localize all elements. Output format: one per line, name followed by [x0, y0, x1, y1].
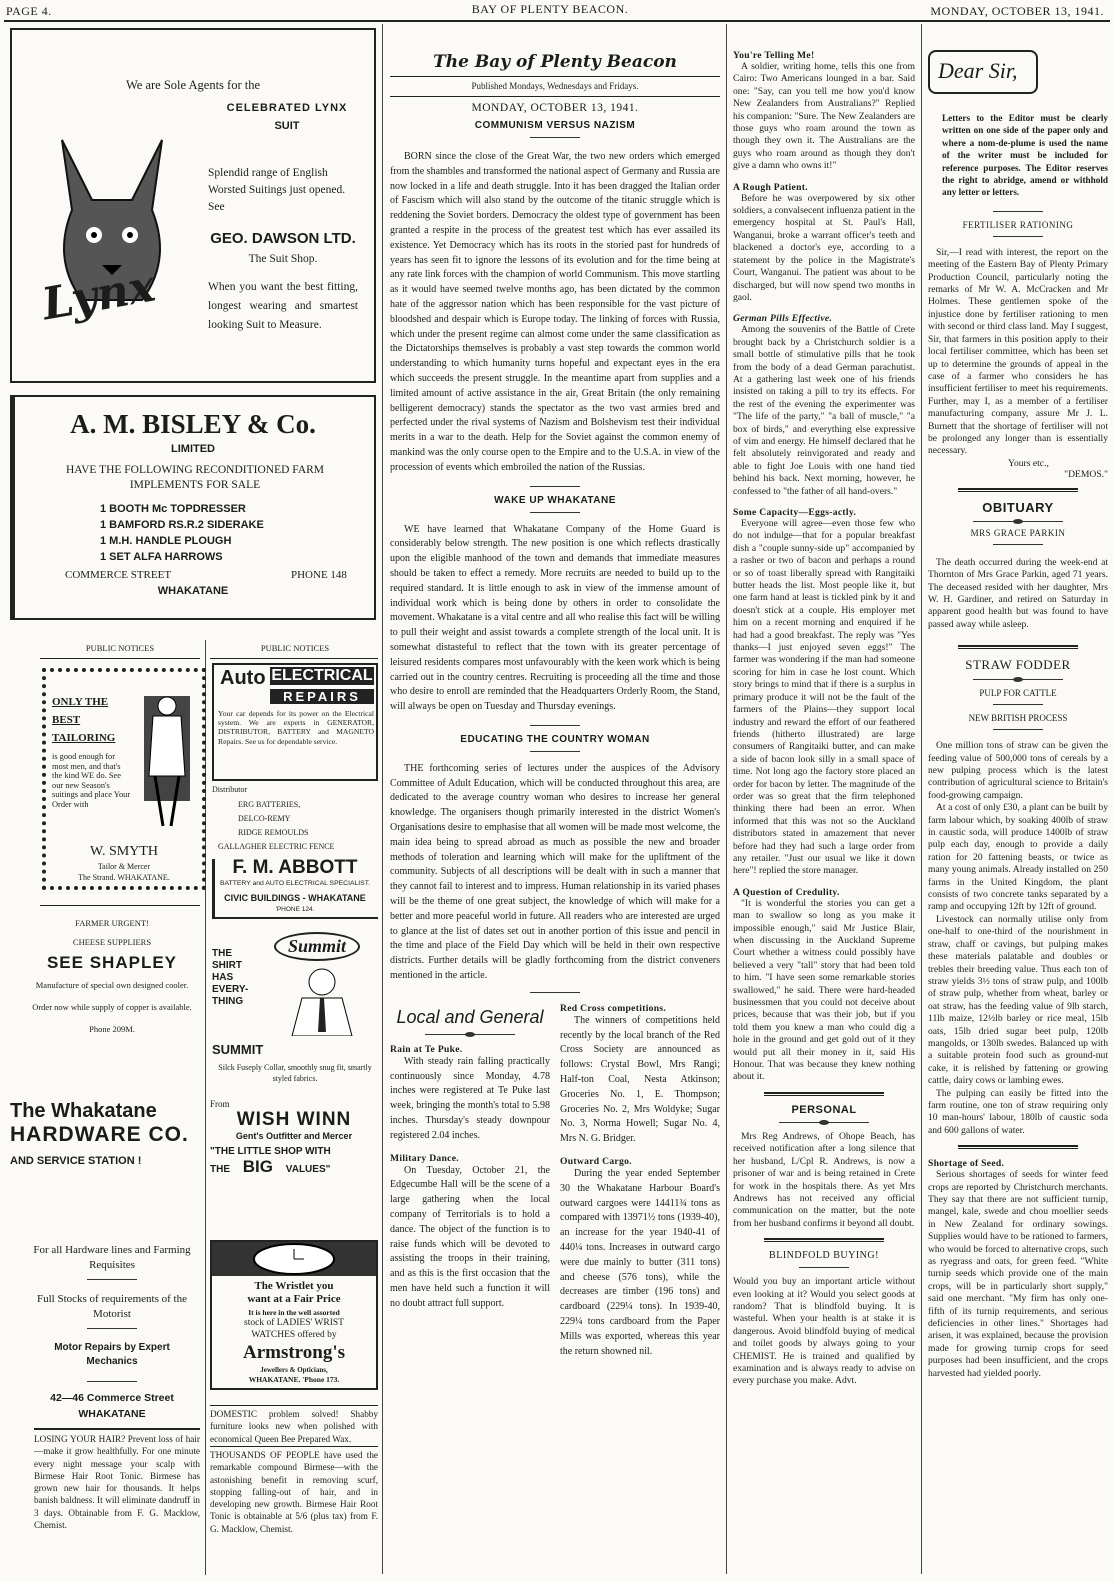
man-in-shirt-illustration	[282, 966, 362, 1036]
ad-heading: REPAIRS	[270, 689, 374, 704]
lynx-logo: Lynx	[38, 260, 159, 331]
ad-company: F. M. ABBOTT	[232, 857, 358, 878]
section-label: PUBLIC NOTICES	[260, 643, 330, 653]
letters-policy: Letters to the Editor must be clearly written on one side of the paper only and where a nom-de-plume is used the name of the writer must be included for reference purposes. The Editor reserves the right to abridge, amend or withhold any letter or letters.	[942, 113, 1108, 198]
ad-lynx	[10, 28, 376, 383]
list-item: ERG BATTERIES,	[238, 800, 301, 809]
news-column-3	[733, 50, 915, 1388]
ad-heading: Auto	[220, 667, 266, 689]
list-item: DELCO-REMY	[238, 814, 291, 823]
article-body	[928, 247, 1108, 458]
running-date: MONDAY, OCTOBER 13, 1941.	[930, 4, 1104, 18]
ad-text: WHAKATANE. 'Phone 173.	[248, 1375, 340, 1384]
paragraph: At a cost of only £30, a plant can be built by farm labour which, by soaking 400lb of straw in caustic soda, will produce 1400lb of straw pulp each day, enough to provide a daily ration for 20 fattening beasts, or twice as many young animals. Already installed on 250 farms in the United Kingdom, the plant consists of two concrete tanks separated by a ramp and occupying 12ft by 12ft of ground.	[928, 802, 1108, 913]
paragraph: The pulping can easily be fitted into the farm routine, one ton of straw requiring only 10 man-hours' labour, 180lb of caustic soda and 600 gallons of water.	[928, 1087, 1108, 1136]
ad-text: For all Hardware lines and Farming Requisites	[33, 1244, 191, 1271]
paragraph: "It is wonderful the stories you can get a man to swallow so long as you make it impossible enough," said Mr Justice Blair, when discussing in the Auckland Supreme Court whether a witness could possibly have believed a very "tall" story that had been told to him. "I have seen some remarkable stories swallowed," he said. There were hard-headed businessmen that you could not deceive about prices, because that was their job, but if you told them you knew a man who could dig a hole in the ground and get gold out of it they would put all their money in it, said His Honour. That was because they knew nothing about it.	[733, 897, 915, 1083]
masthead-title: The Bay of Plenty Beacon	[433, 52, 677, 72]
section-title: STRAW FODDER	[965, 657, 1071, 673]
item-heading: Red Cross competitions.	[560, 1002, 667, 1014]
ad-text: HAVE THE FOLLOWING RECONDITIONED FARM IMPLEMENTS FOR SALE	[65, 464, 325, 491]
ad-text: is good enough for most men, and that's the kind WE do. See our new Season's suitings and place Your Order with	[52, 752, 131, 809]
ad-hair-tonic: LOSING YOUR HAIR? Prevent loss of hair—make it grow healthfully. For one minute every night message your scalp with Birmese Hair Root Tonic. Birmese has grown new hair for thousands. It helps banish baldness. It will eliminate dandruff in 3 days. Obtainable from F. G. Macklow, Chemist.	[34, 1434, 200, 1531]
item-heading: German Pills Effective.	[733, 313, 833, 325]
ad-slogan: BIG	[242, 1157, 274, 1176]
page-number: PAGE 4.	[6, 4, 52, 18]
editorial-column	[390, 52, 720, 1359]
article-body	[928, 740, 1108, 1137]
ad-company: SUMMIT	[212, 1042, 264, 1057]
ad-heading: HAS	[212, 972, 234, 983]
paragraph: Livestock can normally utilise only from one-half to one-third of the nourishment in straw, chaff or cavings, but pulping makes these materials palatable and doubles or trebles their breeding value. Thus each ton of straw yields 3½ tons of straw pulp, and 100lb of straw pulp, whether from wheat, barley or oat straw, has the feeding value of 9lb starch, 11lb maize, 12½lb barley or rice meal, 15lb oats, 15lb dried sugar beet pulp, 120lb mangolds, or 130lb swedes. Balanced up with a suitable protein food such as ground-nut cake, it is relished by fattening or growing cattle, dairy cows or lambing ewes.	[928, 913, 1108, 1087]
paragraph: On Tuesday, October 21, the Edgecumbe Hall will be the scene of a large gathering when the local company of Territorials is to hold a dance. The object of the function is to raise funds which will be devoted to assisting the troops in their training, and as this is the first occasion that the men have held such a function it will no doubt attract full support.	[390, 1164, 550, 1309]
paragraph: One million tons of straw can be given the feeding value of 500,000 tons of cereals by a new pulping process which is the latest contribution of agricultural science to Britain's food-growing campaign.	[928, 740, 1108, 801]
list-item: 1 SET ALFA HARROWS	[100, 551, 223, 563]
ad-text: Tailor & Mercer	[97, 862, 151, 871]
paragraph: WE have learned that Whakatane Company of the Home Guard is considerably below strength. The new position is one which reflects drastically upon the eligible manhood of the town and demands that immediate measures should be taken to effect a remedy. More recruits are needed to build up to the required standard. It is little enough to ask in view of the immense amount of individual work which is being done by others in order to consolidate the movement. Whakatane is a vital centre and all who realise this fact will be willing to pull their weight and assist towards a complete strength of the local unit. It is somewhat distasteful to reflect that the town with its greater percentage of leisured residents compares most unfavourably with the keen work which is being carried out in the country centres. Recruiting is proceeding all the time and those who desire to enroll are reminded that the Headquarters Orderly Room, the Stand, will always be open on Tuesday and Thursday evenings.	[390, 523, 720, 713]
ad-text: We are Sole Agents for the	[125, 78, 261, 92]
ad-text: BATTERY and AUTO ELECTRICAL SPECIALIST.	[220, 880, 370, 887]
ad-heading: BEST	[52, 714, 81, 726]
paragraph: Everyone will agree—even those few who do not indulge—that for a popular breakfast dish a "couple sunny-side up" accompanied by a rasher or two of bacon and perhaps a round or so of toast liberally spread with Rangitaiki butter heads the list. Most people like it, but one farm hand at least is tickled pink by it and doesn't stick at a couple. His employer met him on a recent morning and enquired if he had had a good breakfast. The reply was "Yes thanks—I just enjoyed seven eggs!" The farmer was wondering if the man had someone scoring for him in case he lost count. Which story brings to mind that if there is a surplus in primary produce it will not be the fault of the farmers of the Plains—they support local industry and reward the effort of our feathered friends (hitherto illustrated) are large consumers of Rangitaiki butter, and can make a side of bacon look silly in a small space of time. Not long ago the factory store placed an order for bacon by letter. The magnitude of the order was so great that the firm telephoned thinking there had been an error. When informed that this was not so the Auckland distributors stated in amazement that never before had they had such a large order from any retailer. "Just our usual we like it down here"! replied the store manager.	[733, 518, 915, 877]
wristwatch-illustration	[212, 1242, 376, 1276]
list-item: 1 BAMFORD RS.R.2 SIDERAKE	[100, 519, 264, 531]
ad-slogan: "THE LITTLE SHOP WITH	[210, 1146, 331, 1157]
section-subtitle: NEW BRITISH PROCESS	[968, 713, 1068, 724]
ad-company: A. M. BISLEY & Co.	[70, 409, 316, 439]
article-body	[733, 1276, 915, 1388]
ad-text: From	[210, 1099, 230, 1109]
item-heading: Shortage of Seed.	[928, 1158, 1005, 1170]
masthead-publication-days: Published Mondays, Wednesdays and Fridays.	[471, 81, 639, 91]
ad-company: GEO. DAWSON LTD.	[210, 230, 356, 247]
section-subtitle: MRS GRACE PARKIN	[970, 527, 1066, 538]
ad-text: Motor Repairs by Expert Mechanics	[54, 1342, 170, 1367]
list-item: 1 M.H. HANDLE PLOUGH	[100, 535, 232, 547]
ad-text: Full Stocks of requirements of the Motorist	[36, 1293, 187, 1320]
paragraph: Would you buy an important article without even looking at it? Would you select goods at random? That is blindfold buying. It is wasteful. When your health is at stake it is dangerous. Avoid blindfold buying of medical and toilet goods by always going to your CHEMIST. He is trained and qualified by examination and is always ready to advise on every purchase you make. Advt.	[733, 1276, 915, 1387]
local-and-general-right	[560, 1003, 720, 1360]
ad-text: The Strand. WHAKATANE.	[78, 873, 170, 882]
ad-text: Splendid range of English Worsted Suitings just opened. See	[208, 167, 346, 213]
section-title: BLINDFOLD BUYING!	[769, 1250, 879, 1262]
ad-company: The Whakatane	[10, 1100, 157, 1122]
paragraph: Sir,—I read with interest, the report on the meeting of the Eastern Bay of Plenty Primary Production Council, particularly noting the remarks of Mr W. A. McCracken and Mr Holmes. These gentlemen spoke of the injustice done by fertiliser rationing to men with second or third class land. May I suggest, Sir, that farmers in this position apply to their local fertiliser committee, which has been set up to determine the grounds of appeal in the case of a farmer who considers he has insufficient fertiliser to meet his requirements. Further, may I, as a member of a fertiliser manufacturing company, assure Mr J. L. Burnett that the shortage of fertiliser will not be prolonged any longer than is essentially necessary.	[928, 246, 1108, 457]
ad-auto-electrical	[212, 663, 378, 921]
ad-birmese: THOUSANDS OF PEOPLE have used the remarkable compound Birmese—with the astonishing benefit in removing scurf, stopping falling-out of hair, and in developing new growth. Birmese Hair Root Tonic is obtainable at 5/6 (plus tax) from F. G. Macklow, Chemist.	[210, 1450, 378, 1534]
news-column-4	[928, 50, 1108, 1380]
ad-text: FARMER URGENT!	[75, 918, 149, 928]
implement-list	[100, 501, 264, 565]
article-body	[928, 557, 1108, 631]
article-title: COMMUNISM VERSUS NAZISM	[474, 120, 636, 131]
ad-text: The Suit Shop.	[248, 253, 318, 265]
paragraph: BORN since the close of the Great War, the two new orders which emerged from the shambles and transformed the national aspect of Germany and Russia are now locked in a life and death struggle. Into it has been dragged the Italian order of Fascism which will also stand by the outcome of the titanic struggle which is reddening the Soviet borders. Democracy the oldest type of government has been granted a respite in the process of the greatest test which has ever assailed its existence. Yet Democracy which has its roots in the storied past for hundreds of years has seen fit to ignore the lessons of its evolution and for the time being at any rate link forces with the champion of world Communism. This move startling as it would have seemed twelve months ago, has been dictated by the common hate of the aggressor nation which has been responsible for the vast picture of bloodshed and despair which is Europe today. The linking of forces with Russia, which under the present regime can almost come under the same classification as the Dictatorships themselves is probably a vast step towards the common world understanding to which humanity turns hopeful and expectant eyes in the era which succeeds the present struggle. In the meantime apart from supplies and a limited amount of active assistance in the air, Great Britain (the only remaining belligerent democracy) stands the spectator as the two vast armies bred and perfected under the rival systems of Nazism and Bolshevism test their individual merits in a war to the death. Help for the Soviet against the common enemy of mankind was the only course open to the Empire and to the U.S.A. in view of the procession of events which embroiled the nation of the Russias.	[390, 151, 720, 473]
dear-sir-logo	[928, 50, 1038, 94]
paragraph: THE forthcoming series of lectures under the auspices of the Advisory Committee of Adult Education, which will be conducted throughout this area, are dedicated to the average country woman who desires to increase her general knowledge. The organisers though primarily interested in the district Women's Organisations desire to emphasise that all women will be made most welcome, the main idea being to spread abroad as much as possible the new and broader methods of toleration and learning which will make for the upliftment of the community. Subjects of all descriptions will be dealt with in such a manner that they cannot fail to interest and to impress. Human relationship in its varied phases will be the theme of one great subject, the knowledge of which will make for a better and more peaceful world in future. All readers who are interested are urged to glance at the list of dates set out in another portion of this issue and pencil in the time and place of the Field Day which will be held in their own respective districts. Further details will be gladly forthcoming from the district conveners mentioned in the article.	[390, 762, 721, 982]
item-heading: You're Telling Me!	[733, 50, 815, 61]
ad-heading: ONLY THE	[52, 696, 109, 708]
local-and-general	[390, 1003, 720, 1360]
ad-text: When you want the best fitting, longest wearing and smartest looking Suit to Measure.	[208, 281, 358, 331]
ad-whakatane-hardware	[10, 1100, 200, 1167]
ad-company: WISH WINN	[236, 1109, 352, 1130]
masthead-date: MONDAY, OCTOBER 13, 1941.	[471, 102, 639, 114]
ad-text: COMMERCE STREET	[65, 569, 172, 581]
ad-shapley	[22, 918, 202, 1034]
article-title: EDUCATING THE COUNTRY WOMAN	[460, 733, 650, 745]
ad-smyth	[42, 668, 206, 890]
ad-heading: want at a Fair Price	[247, 1293, 341, 1305]
ad-text: WHAKATANE	[78, 1408, 146, 1420]
ad-text: CIVIC BUILDINGS - WHAKATANE	[224, 893, 366, 903]
paragraph: Before he was overpowered by six other soldiers, a convalsecent influenza patient in the emergency hospital at St. Paul's Hall, Wanganui, broke a warrant officer's teeth and blackened a doctor's eye, according to a statement by the police in the Magistrate's Court, Wanganui. The patient was about to be discharged, but will now spend two months in gaol.	[733, 192, 915, 303]
ad-text: 42—46 Commerce Street	[50, 1392, 174, 1404]
paragraph: Serious shortages of seeds for winter feed crops are reported by Christchurch merchants. They say that there are not sufficient turnip, mangel, kale, swede and chou moellier seeds in New Zealand for ordinary sowings. Supplies would have to be rationed to farmers, who would be forced to alternative crops, such as ryegrass and oats, for green feed. "White turnip seeds which provide one of the main crops, will be in particularly short supply," said one merchant. "My firm has only one-fifth of its turnip requirements, and serious deficiencies in other lines." Shortages had arisen, it was explained, because the provision made for growing turnip crops for seed purposes had been insufficient, and the crops harvested had yielded poorly.	[928, 1169, 1108, 1379]
ad-text: AND SERVICE STATION !	[10, 1155, 142, 1167]
list-item: RIDGE REMOULDS	[238, 828, 309, 837]
paragraph: Mrs Reg Andrews, of Ohope Beach, has received notification after a long silence that her husband, L/Cpl R. Andrews, is now a prisoner of war and is being retained in Crete for work in the hospitals there. As yet Mrs Andrews has not received any official communication on the matter, but the note from her husband confirms it beyond all doubt.	[733, 1130, 915, 1229]
paragraph: Among the souvenirs of the Battle of Crete brought back by a Christchurch soldier is a small bottle of stimulative pills that he took from the body of a dead German parachutist. At a gathering last week one of his friends insisted on taking a pill to try its effects. For the rest of the evening the experimenter was "The life of the party," "a ball of muscle," "a box of birds," and everything else expressive of vim and energy. He himself declared that he felt absolutely reinvigorated and ready and able to fight Joe Louis with one hand tied behind his back. Next morning, however, he confessed to "the father of all hand-overs."	[733, 324, 915, 497]
paper-running-title: BAY OF PLENTY BEACON.	[471, 2, 629, 16]
letter-closing: Yours etc.,	[1008, 457, 1049, 469]
ad-company: Armstrong's	[242, 1342, 346, 1363]
ad-bisley	[10, 395, 376, 620]
ad-text: Silck Fuseply Collar, smoothly snug fit, smartly styled fabrics.	[218, 1063, 372, 1083]
ad-text: Manufacture of special own designed cooler.	[35, 980, 189, 990]
ad-text: Your car depends for its power on the Electrical system. We are experts in GENERATOR, DISTRIBUTOR, BATTERY and MAGNETO Repairs. See us for dependable service.	[218, 709, 374, 746]
list-item: GALLAGHER ELECTRIC FENCE	[218, 842, 335, 851]
ad-text: Gent's Outfitter and Mercer	[235, 1131, 353, 1141]
ad-furniture-wax: DOMESTIC problem solved! Shabby furniture looks new when polished with economical Queen Bee Prepared Wax.	[210, 1409, 378, 1444]
article-body	[733, 193, 915, 305]
ad-text: Order now while supply of copper is available.	[32, 1002, 192, 1012]
paragraph: The winners of competitions held recently by the local branch of the Red Cross Society are announced as follows: Crystal Bowl, Mrs Rangi; Half-ton Coal, Nesta Atkinson; Groceries No. 1, E. Thompson; Groceries No. 2, Mrs Woldyke; Sugar No. 3, Norma Howell; Sugar No. 4, Mrs N. G. Bridger.	[560, 1014, 720, 1145]
ad-text: Jewellers & Opticians,	[260, 1366, 328, 1374]
paragraph: With steady rain falling practically continuously since Monday, 4.78 inches were registered at Te Puke last week, bringing the month's total to 5.98 inches. Thursday's steady downpour registered 2.04 inches.	[390, 1055, 550, 1141]
section-title: PERSONAL	[791, 1103, 857, 1116]
summit-logo: Summit	[274, 932, 360, 961]
ad-heading: SHIRT	[212, 960, 242, 971]
letter-signature: "DEMOS."	[1064, 468, 1108, 480]
ad-text: Distributor	[212, 785, 248, 794]
ad-company: HARDWARE CO.	[10, 1123, 189, 1146]
section-title: Local and General	[396, 1006, 544, 1027]
ad-text: Phone 209M.	[89, 1024, 135, 1034]
ad-heading: THE	[212, 948, 232, 959]
paragraph: During the year ended September 30 the Whakatane Harbour Board's outward cargoes were 14411¾ tons as compared with 13971½ tons (1939-40), an increase for the year 1940-41 of 440¼ tons. Increases in outward cargo were due mainly to butter (311 tons) and cheese (576 tons), while the decreases are timber (196 tons) and cardboard (229¼ tons). In 1939-40, 229¼ tons cardboard from the Paper Mills was exported, whereas this year the return showned nil.	[560, 1168, 720, 1357]
ad-slogan: VALUES"	[285, 1164, 331, 1175]
article-body	[733, 324, 915, 498]
paragraph: A soldier, writing home, tells this one from Cairo: Two Americans lounged in a bar. Said one: "Say, can you tell me how you'd know New Zealanders from Australians?" Replied his companion: "Sure. The New Zealanders are those guys who roam around the town as though they own it. The Australians are the guys who roam around as though they don't give a damn who owns it!"	[733, 61, 915, 172]
ad-heading: TAILORING	[52, 732, 116, 744]
article-title: WAKE UP WHAKATANE	[494, 494, 616, 506]
ad-heading: SEE SHAPLEY	[46, 953, 178, 972]
ad-heading: CELEBRATED LYNX	[226, 102, 348, 114]
article-body	[390, 523, 720, 715]
ad-slogan: THE	[210, 1164, 230, 1175]
ad-text: WATCHES offered by	[251, 1330, 337, 1340]
ad-text: It is here in the well assorted	[248, 1308, 340, 1317]
item-heading: Some Capacity—Eggs-actly.	[733, 507, 857, 518]
paragraph: The death occurred during the week-end at Thornton of Mrs Grace Parkin, aged 71 years. The deceased resided with her daughter, Mrs W. H. Gardiner, and retired on Saturday in apparent good health but was found to have passed away while asleep.	[928, 556, 1108, 630]
logo-text: Dear Sir,	[938, 58, 1018, 83]
section-title: OBITUARY	[982, 499, 1054, 515]
item-heading: Military Dance.	[390, 1152, 459, 1164]
ad-heading: SUIT	[274, 120, 300, 132]
list-item: 1 BOOTH Mc TOPDRESSER	[100, 503, 246, 515]
section-subtitle: PULP FOR CATTLE	[979, 688, 1057, 699]
article-body	[560, 1167, 720, 1359]
article-body	[560, 1014, 720, 1147]
article-body	[733, 61, 915, 173]
ad-heading: THING	[212, 996, 244, 1007]
ad-text: stock of LADIES' WRIST	[244, 1318, 344, 1328]
ad-summit	[212, 928, 378, 1096]
article-body	[733, 898, 915, 1084]
article-body	[390, 1055, 550, 1144]
article-body	[390, 1164, 550, 1312]
ad-text: 'PHONE 124.	[275, 906, 315, 913]
distributor-lines	[218, 798, 334, 854]
article-body	[390, 762, 720, 984]
ad-armstrong	[210, 1240, 378, 1390]
item-heading: Rain at Te Puke.	[390, 1043, 463, 1055]
tailored-man-illustration	[136, 686, 198, 836]
lynx-cat-illustration	[22, 130, 202, 370]
ad-company: W. SMYTH	[90, 844, 158, 859]
ad-hardware-details	[28, 1243, 196, 1420]
section-label: PUBLIC NOTICES	[85, 643, 155, 653]
ad-wish-winn	[210, 1099, 378, 1177]
ad-text: LIMITED	[171, 443, 215, 455]
ad-text: WHAKATANE	[157, 585, 229, 597]
ad-text: CHEESE SUPPLIERS	[72, 937, 152, 947]
article-body	[733, 518, 915, 878]
article-body	[390, 150, 720, 476]
ad-text: PHONE 148	[291, 569, 347, 581]
ad-heading: ELECTRICAL	[271, 667, 373, 684]
item-heading: A Question of Credulity.	[733, 886, 840, 898]
section-title: FERTILISER RATIONING	[962, 219, 1074, 230]
ad-heading: The Wristlet you	[254, 1280, 334, 1292]
article-body	[928, 1169, 1108, 1380]
article-body	[733, 1131, 915, 1230]
local-and-general-left	[390, 1003, 550, 1360]
ad-heading: EVERY-	[212, 984, 249, 995]
item-heading: A Rough Patient.	[733, 181, 808, 193]
item-heading: Outward Cargo.	[560, 1156, 632, 1168]
